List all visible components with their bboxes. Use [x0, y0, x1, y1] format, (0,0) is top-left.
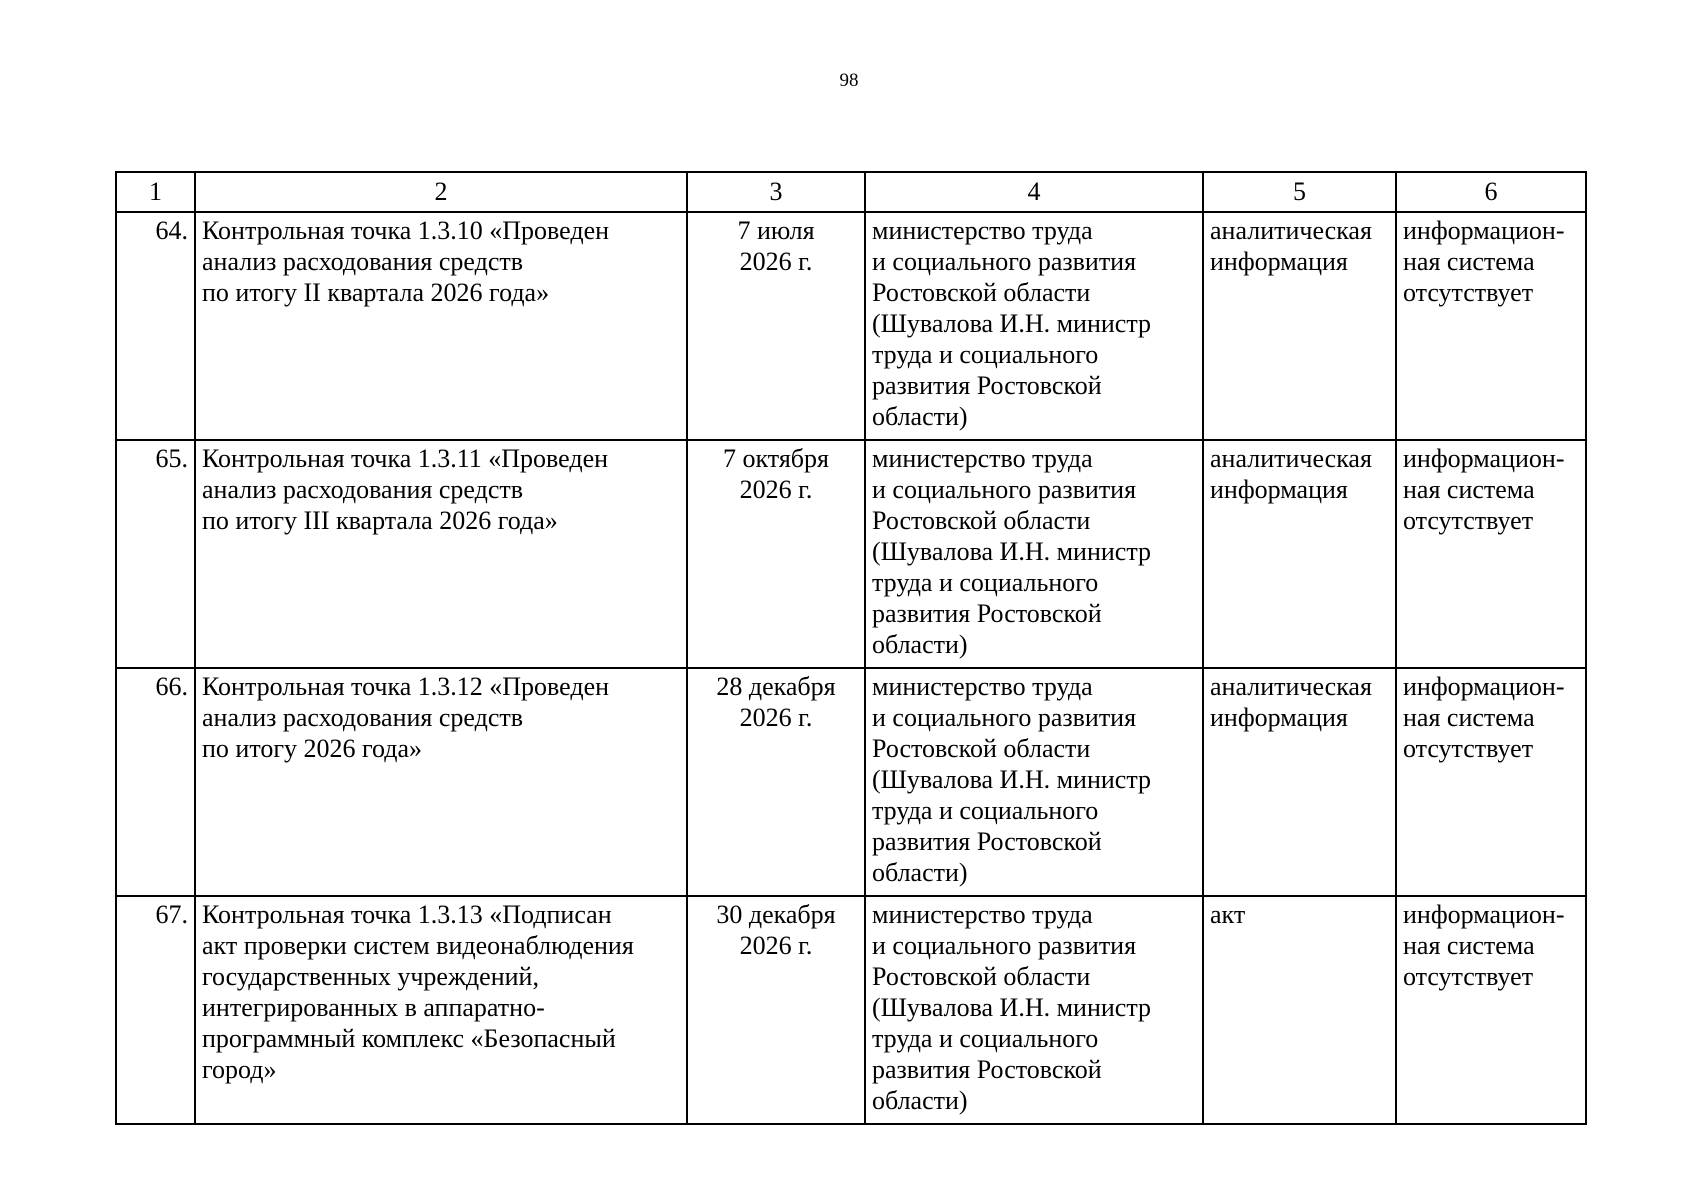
information-system — [1396, 896, 1586, 1124]
responsible-line: (Шувалова И.Н. министр — [872, 537, 1152, 566]
control-points-table — [115, 171, 1587, 1125]
responsible-executor — [865, 896, 1203, 1124]
document-line: аналитическая — [1210, 672, 1372, 701]
responsible-executor — [865, 212, 1203, 440]
header-col-1: 1 — [116, 172, 195, 212]
date-line: 2026 г. — [739, 703, 813, 732]
due-date — [687, 440, 865, 668]
responsible-line: министерство труда — [872, 672, 1093, 701]
responsible-line: развития Ростовской — [872, 599, 1102, 628]
system-line: ная система — [1403, 931, 1535, 960]
responsible-executor — [865, 668, 1203, 896]
responsible-line: министерство труда — [872, 216, 1093, 245]
table-row — [116, 896, 1586, 1124]
responsible-line: министерство труда — [872, 444, 1093, 473]
information-system — [1396, 212, 1586, 440]
description-line: анализ расходования средств — [202, 475, 524, 504]
responsible-line: области) — [872, 402, 968, 431]
document-line: аналитическая — [1210, 444, 1372, 473]
system-line: информацион- — [1403, 672, 1565, 701]
responsible-line: развития Ростовской — [872, 827, 1102, 856]
responsible-line: (Шувалова И.Н. министр — [872, 309, 1152, 338]
responsible-line: труда и социального — [872, 796, 1099, 825]
table-row — [116, 212, 1586, 440]
system-line: отсутствует — [1403, 962, 1534, 991]
responsible-line: труда и социального — [872, 568, 1099, 597]
responsible-line: развития Ростовской — [872, 1055, 1102, 1084]
row-number: 65. — [116, 440, 195, 668]
header-row — [116, 172, 1586, 212]
responsible-line: труда и социального — [872, 340, 1099, 369]
responsible-line: Ростовской области — [872, 278, 1091, 307]
row-number: 64. — [116, 212, 195, 440]
confirming-document — [1203, 668, 1396, 896]
control-point-description — [195, 440, 687, 668]
system-line: ная система — [1403, 247, 1535, 276]
responsible-line: и социального развития — [872, 703, 1137, 732]
date-line: 7 октября — [723, 444, 829, 473]
document-line: информация — [1210, 475, 1348, 504]
system-line: ная система — [1403, 475, 1535, 504]
description-line: акт проверки систем видеонаблюдения — [202, 931, 634, 960]
description-line: по итогу 2026 года» — [202, 734, 423, 763]
description-line: по итогу II квартала 2026 года» — [202, 278, 550, 307]
responsible-line: области) — [872, 1086, 968, 1115]
table-row — [116, 440, 1586, 668]
system-line: отсутствует — [1403, 506, 1534, 535]
responsible-line: и социального развития — [872, 475, 1137, 504]
system-line: информацион- — [1403, 444, 1565, 473]
due-date — [687, 896, 865, 1124]
description-line: по итогу III квартала 2026 года» — [202, 506, 558, 535]
table-row — [116, 668, 1586, 896]
responsible-line: и социального развития — [872, 247, 1137, 276]
document-line: информация — [1210, 247, 1348, 276]
confirming-document — [1203, 440, 1396, 668]
header-col-2: 2 — [195, 172, 687, 212]
date-line: 2026 г. — [739, 931, 813, 960]
due-date — [687, 212, 865, 440]
responsible-line: и социального развития — [872, 931, 1137, 960]
responsible-line: области) — [872, 858, 968, 887]
header-col-5: 5 — [1203, 172, 1396, 212]
document-line: информация — [1210, 703, 1348, 732]
row-number: 66. — [116, 668, 195, 896]
header-col-3: 3 — [687, 172, 865, 212]
control-point-description — [195, 896, 687, 1124]
control-point-description — [195, 212, 687, 440]
document-line: акт — [1210, 900, 1246, 929]
responsible-line: Ростовской области — [872, 962, 1091, 991]
system-line: ная система — [1403, 703, 1535, 732]
due-date — [687, 668, 865, 896]
date-line: 30 декабря — [716, 900, 836, 929]
header-col-6: 6 — [1396, 172, 1586, 212]
description-line: программный комплекс «Безопасный — [202, 1024, 616, 1053]
description-line: город» — [202, 1055, 277, 1084]
date-line: 28 декабря — [716, 672, 836, 701]
description-line: анализ расходования средств — [202, 247, 524, 276]
date-line: 7 июля — [737, 216, 815, 245]
confirming-document — [1203, 896, 1396, 1124]
responsible-line: области) — [872, 630, 968, 659]
responsible-line: (Шувалова И.Н. министр — [872, 765, 1152, 794]
responsible-executor — [865, 440, 1203, 668]
responsible-line: развития Ростовской — [872, 371, 1102, 400]
responsible-line: министерство труда — [872, 900, 1093, 929]
system-line: информацион- — [1403, 900, 1565, 929]
header-col-4: 4 — [865, 172, 1203, 212]
description-line: Контрольная точка 1.3.11 «Проведен — [202, 444, 609, 473]
description-line: интегрированных в аппаратно- — [202, 993, 545, 1022]
information-system — [1396, 668, 1586, 896]
description-line: анализ расходования средств — [202, 703, 524, 732]
system-line: отсутствует — [1403, 734, 1534, 763]
responsible-line: Ростовской области — [872, 506, 1091, 535]
system-line: отсутствует — [1403, 278, 1534, 307]
description-line: государственных учреждений, — [202, 962, 539, 991]
responsible-line: (Шувалова И.Н. министр — [872, 993, 1152, 1022]
description-line: Контрольная точка 1.3.10 «Проведен — [202, 216, 610, 245]
responsible-line: труда и социального — [872, 1024, 1099, 1053]
information-system — [1396, 440, 1586, 668]
description-line: Контрольная точка 1.3.13 «Подписан — [202, 900, 612, 929]
responsible-line: Ростовской области — [872, 734, 1091, 763]
control-point-description — [195, 668, 687, 896]
row-number: 67. — [116, 896, 195, 1124]
date-line: 2026 г. — [739, 247, 813, 276]
document-line: аналитическая — [1210, 216, 1372, 245]
system-line: информацион- — [1403, 216, 1565, 245]
date-line: 2026 г. — [739, 475, 813, 504]
confirming-document — [1203, 212, 1396, 440]
page-number: 98 — [839, 70, 859, 91]
description-line: Контрольная точка 1.3.12 «Проведен — [202, 672, 610, 701]
